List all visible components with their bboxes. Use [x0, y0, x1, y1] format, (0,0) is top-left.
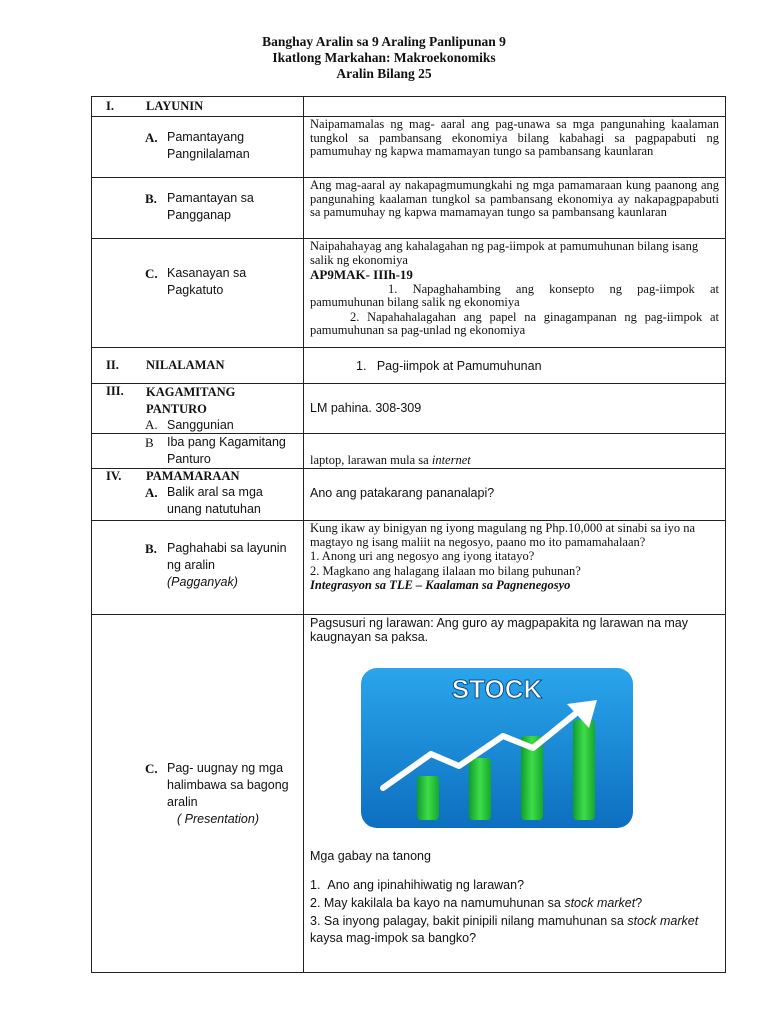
row-nilalaman: [92, 348, 726, 384]
section-title-kagamitan: KAGAMITANG PANTURO: [146, 385, 236, 416]
competency-code: AP9MAK- IIIh-19: [310, 267, 413, 282]
label-paghahabi: Paghahabi sa layunin ng aralin: [167, 541, 287, 572]
row-paghahabi: [92, 521, 726, 615]
header-quarter: Ikatlong Markahan: Makroekonomiks: [272, 50, 496, 65]
letter-c: C.: [145, 761, 158, 776]
guide-question-2: 2. May kakilala ba kayo na namumuhunan sa stock market?: [310, 896, 643, 910]
label-iba-pang-kagamitan: Iba pang Kagamitang Panturo: [167, 435, 286, 466]
row-pamantayang-pangnilalaman: [92, 117, 726, 178]
row-pamantayan-sa-pangganap: [92, 178, 726, 239]
stock-bar-2: [469, 758, 491, 820]
row-kagamitang-panturo: [92, 384, 726, 434]
section-title-pamamaraan: PAMAMARAAN: [146, 469, 240, 483]
label-pamantayang-pangnilalaman: Pamantayang Pangnilalaman: [167, 130, 250, 161]
letter-a: A.: [145, 130, 158, 145]
section-title-layunin: LAYUNIN: [146, 99, 204, 113]
label-sanggunian: Sanggunian: [167, 418, 234, 432]
label-kasanayan-sa-pagkatuto: Kasanayan sa Pagkatuto: [167, 266, 247, 297]
content-kasanayan-intro: Naipahahayag ang kahalagahan ng pag-iimpok at pamumuhunan bilang isang salik ng ekonomiya: [310, 239, 699, 267]
section-title-nilalaman: NILALAMAN: [146, 358, 225, 372]
content-pamantayang-pangnilalaman: Naipamamalas ng mag- aaral ang pag-unawa sa mga pangunahing kaalaman tungkol sa pambansang ekonomiya bilang kabahagi sa pagpapabuti ng pamumuhay ng kapwa mamamayan tungo sa pambansang kaunlaran: [310, 117, 719, 158]
roman-numeral: III.: [106, 384, 124, 398]
row-pag-uugnay: [92, 615, 726, 973]
letter-c: C.: [145, 266, 158, 281]
guide-title: Mga gabay na tanong: [310, 849, 431, 863]
content-nilalaman: 1. Pag-iimpok at Pamumuhunan: [356, 359, 542, 373]
letter-b: B.: [145, 541, 157, 556]
guide-question-3: 3. Sa inyong palagay, bakit pinipili nilang mamuhunan sa stock market kaysa mag-impok sa bangko?: [310, 914, 699, 945]
lesson-plan-table: [91, 96, 726, 973]
label-balik-aral: Balik aral sa mga unang natutuhan: [167, 485, 263, 516]
stock-title-text: STOCK: [451, 674, 543, 704]
header-title: Banghay Aralin sa 9 Araling Panlipunan 9: [262, 34, 506, 49]
roman-numeral: IV.: [106, 469, 122, 483]
materials-text: laptop, larawan mula sa: [310, 452, 432, 467]
content-iba-pang-kagamitan: [304, 453, 725, 469]
note-presentation: ( Presentation): [177, 812, 259, 826]
integration-tle: Integrasyon sa TLE – Kaalaman sa Pagnenegosyo: [310, 578, 571, 592]
letter-a: A.: [145, 417, 158, 432]
label-pamantayan-sa-pangganap: Pamantayan sa Pangganap: [167, 191, 254, 222]
content-paghahabi-intro: Kung ikaw ay binigyan ng iyong magulang ng Php.10,000 at sinabi sa iyo na magtayo ng isang maliit na negosyo, paano mo ito pamamahalaan?: [310, 521, 696, 549]
content-balik-aral: Ano ang patakarang pananalapi?: [310, 486, 495, 500]
materials-internet: internet: [431, 452, 471, 467]
row-balik-aral: [92, 469, 726, 521]
stock-bar-1: [417, 776, 439, 820]
competency-item-2: 2. Napahahalagahan ang papel na ginagampanan ng pag-iimpok at pamumuhunan sa pag-unlad ng ekonomiya: [310, 309, 719, 337]
content-sanggunian: LM pahina. 308-309: [310, 401, 422, 415]
letter-a: A.: [145, 485, 158, 500]
letter-b: B.: [145, 191, 157, 206]
row-kasanayan-sa-pagkatuto: [92, 239, 726, 348]
row-layunin-header: [92, 97, 726, 117]
content-pag-uugnay-intro: Pagsusuri ng larawan: Ang guro ay magpapakita ng larawan na may kaugnayan sa paksa.: [310, 616, 689, 644]
roman-numeral: I.: [106, 99, 114, 113]
question-1: 1. Anong uri ang negosyo ang iyong itatayo?: [310, 549, 535, 563]
roman-numeral: II.: [106, 358, 119, 372]
content-pamantayan-sa-pangganap: Ang mag-aaral ay nakapagmumungkahi ng mga pamamaraan kung paanong ang pangunahing kaalaman tungkol sa pambansang ekonomiya ay nakapagpapabuti sa pamumuhay ng kapwa mamamayan tungo sa pambansang kaunlaran: [310, 178, 719, 219]
question-2: 2. Magkano ang halagang ilalaan mo bilang puhunan?: [310, 563, 581, 578]
label-pag-uugnay: Pag- uugnay ng mga halimbawa sa bagong aralin: [167, 761, 289, 809]
note-pagganyak: (Pagganyak): [167, 575, 238, 589]
header-lesson-number: Aralin Bilang 25: [336, 66, 432, 81]
stock-image: [361, 668, 633, 828]
letter-b: B: [145, 435, 154, 450]
stock-bar-4: [573, 720, 595, 820]
row-iba-pang-kagamitan: [92, 434, 726, 469]
document-header: [0, 34, 768, 82]
competency-item-1: 1. Napaghahambing ang konsepto ng pag-iimpok at pamumuhunan bilang salik ng ekonomiya: [310, 281, 719, 309]
stock-illustration: [361, 668, 633, 828]
guide-question-1: 1. Ano ang ipinahihiwatig ng larawan?: [310, 878, 525, 892]
